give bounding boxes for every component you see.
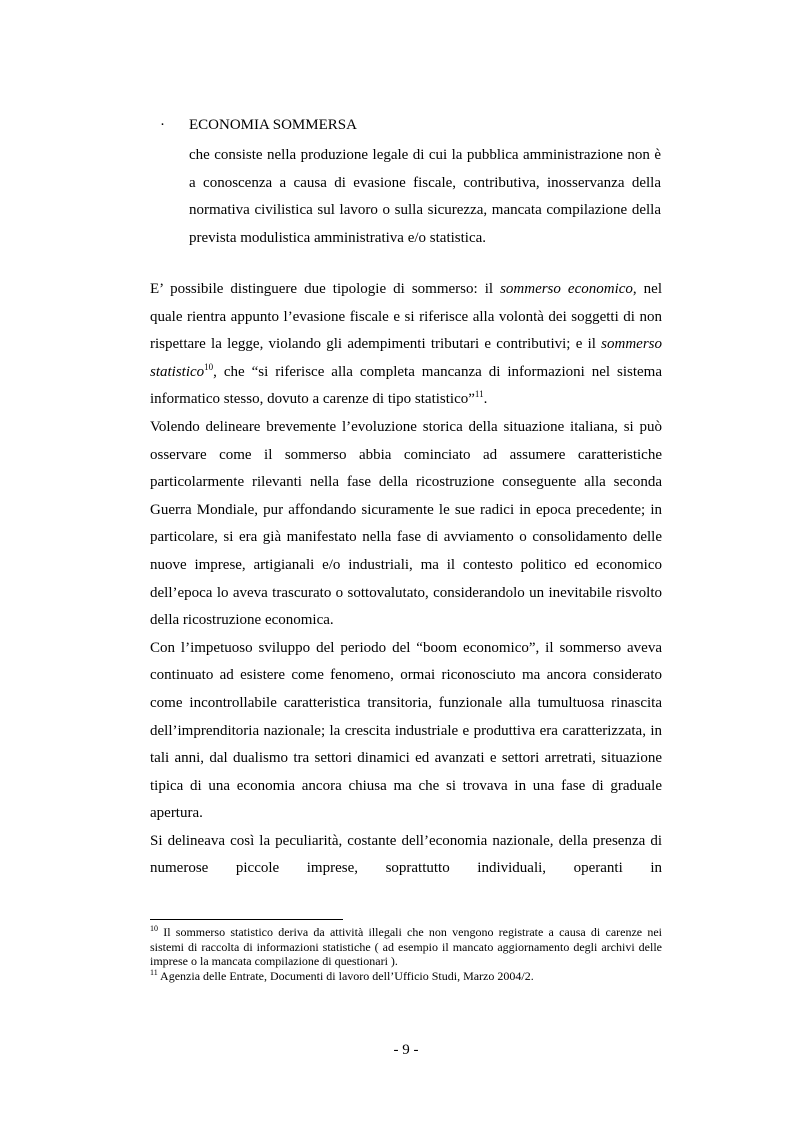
footnote-number: 11 [150,967,158,977]
bullet-description: che consiste nella produzione legale di cui la pubblica amministrazione non è a conoscenza a causa di evasione fiscale, contributiva, inosservanza della normativa civilistica sul lavoro o sulla sicurezza, mancata compilazione della prevista modulistica amministrativa e/o statistica. [189,147,661,246]
footnote-number: 10 [150,924,158,933]
paragraph-text: . [483,391,488,408]
paragraph-text: E’ possibile distinguere due tipologie di sommerso: il [150,281,501,297]
footnote-10 [150,925,662,969]
paragraph-evoluzione-storica: Volendo delineare brevemente l’evoluzione storica della situazione italiana, si può osservare come il sommerso abbia cominciato ad assumere caratteristiche particolarmente rilevanti nella fase della ricostruzione conseguente alla seconda Guerra Mondiale, pur affondando sicuramente le sue radici in epoca precedente; in particolare, si era già manifestato nella fase di avviamento o consolidamento delle nuove imprese, artigianali e/o industriali, ma il contesto politico ed economico dell’epoca lo aveva trascurato o sottovalutato, considerandolo un inevitabile risvolto della ricostruzione economica. [150,418,662,629]
paragraph-boom-economico: Con l’impetuoso sviluppo del periodo del “boom economico”, il sommerso aveva continuato ad esistere come fenomeno, ormai riconosciuto ma ancora considerato come incontrollabile caratteristica transitoria, funzionale alla tumultuosa rinascita dell’imprenditoria nazionale; la crescita industriale e produttiva era caratterizzata, in tali anni, dal dualismo tra settori dinamici ed avanzati e settori arretrati, situazione tipica di una economia ancora chiusa ma che si trovava in una fase di graduale apertura. [150,639,662,822]
footnote-ref-10: 10 [204,361,214,372]
page-number: - 9 - [393,1042,419,1058]
footnote-ref-11: 11 [474,389,484,400]
paragraph-text: , nel quale rientra appunto l’evasione fiscale e si riferisce alla volontà dei soggetti di non rispettare la legge, violando gli adempimenti tributari e contributivi; e il [150,281,663,353]
body-text [150,276,662,883]
paragraph-sommerso-tipologie [150,276,662,414]
footnotes [150,925,662,983]
paragraph-text: , che “si riferisce alla completa mancanza di informazioni nel sistema informatico stesso, dovuto a carenze di tipo statistico” [150,363,662,408]
italic-term-sommerso-statistico: sommerso statistico [150,336,662,380]
footnote-separator [150,919,343,920]
footnote-text: Il sommerso statistico deriva da attività illegali che non vengono registrate a causa di carenze nei sistemi di raccolta di informazioni statistiche ( ad esempio il mancato aggiornamento degli archivi delle imprese o la mancata compilazione di questionari ). [150,925,662,968]
bullet-point-icon: · [160,117,165,133]
footnote-11 [150,969,662,984]
paragraph-peculiarita: Si delineava così la peculiarità, costante dell’economia nazionale, della presenza di numerose piccole imprese, soprattutto individuali, operanti in [150,832,662,877]
italic-term-sommerso-economico: sommerso economico [500,281,633,297]
footnote-text: Agenzia delle Entrate, Documenti di lavoro dell’Ufficio Studi, Marzo 2004/2. [157,968,534,983]
bullet-title: ECONOMIA SOMMERSA [189,117,357,133]
